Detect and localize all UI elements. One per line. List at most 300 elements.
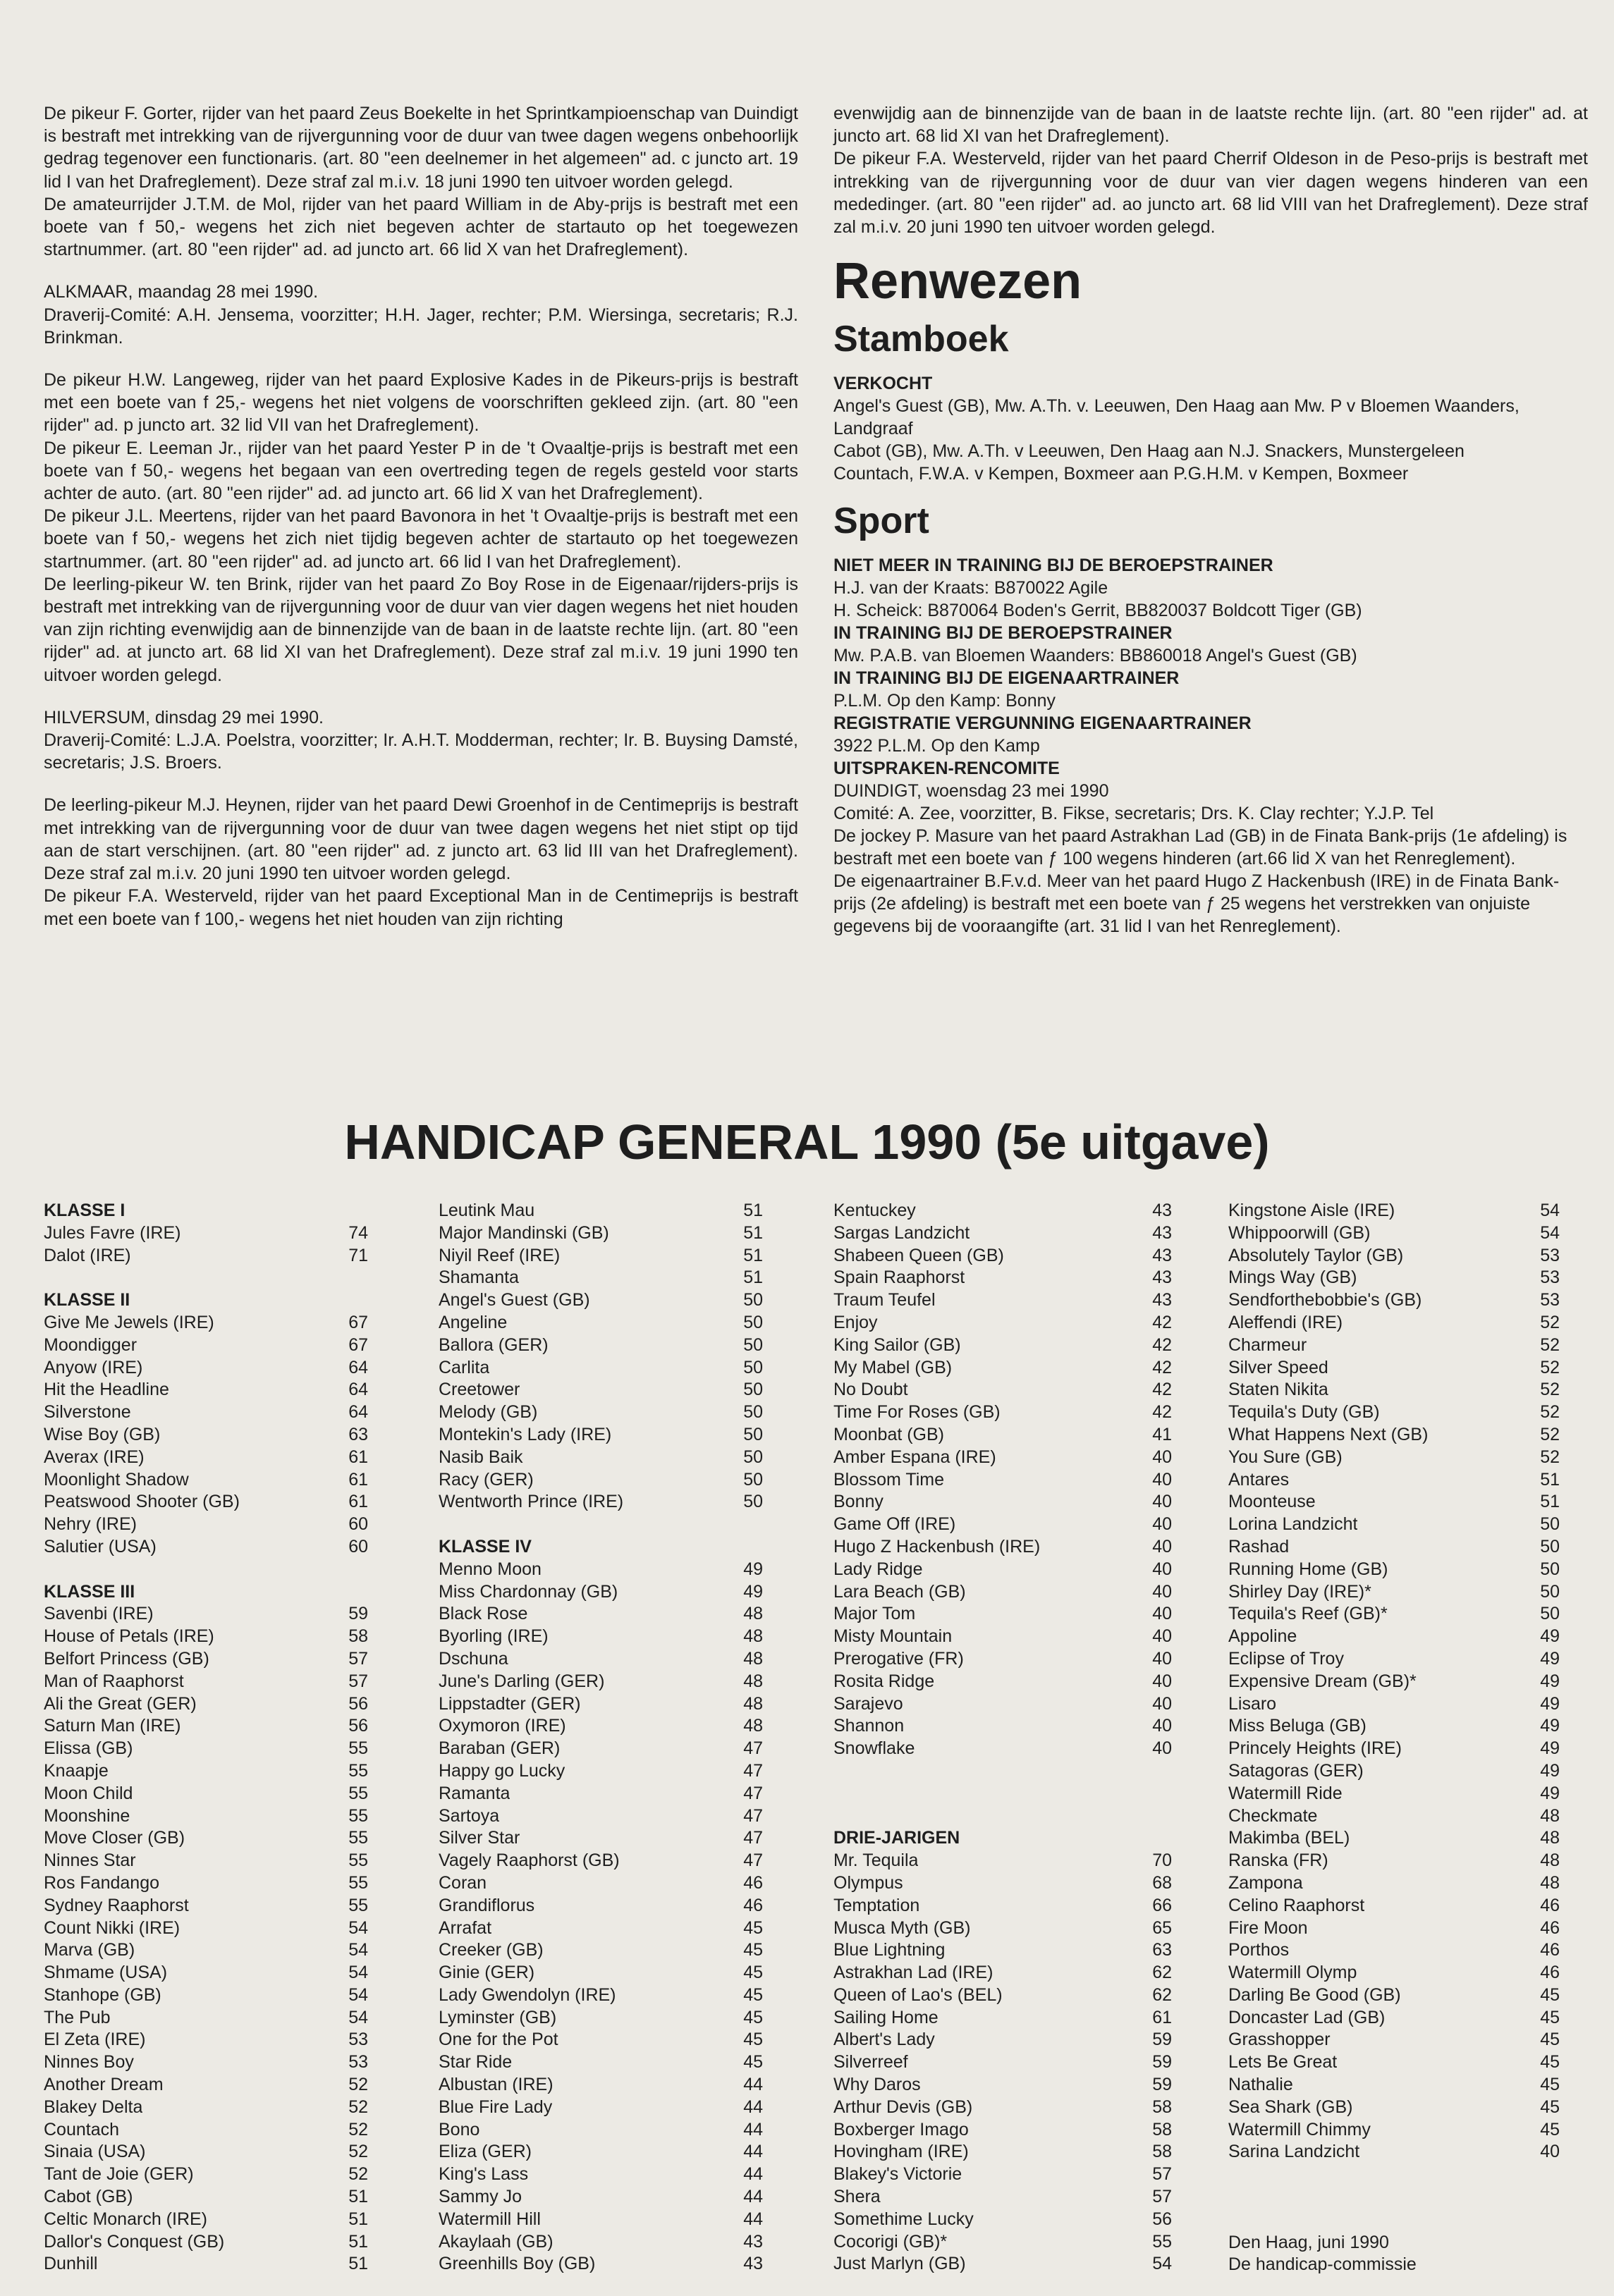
horse-name: Arrafat <box>439 1917 492 1938</box>
handicap-weight: 45 <box>743 2007 763 2027</box>
handicap-weight: 46 <box>1540 1917 1560 1938</box>
handicap-row <box>833 1514 1172 1536</box>
handicap-weight: 55 <box>348 1805 368 1826</box>
handicap-row <box>44 1603 368 1626</box>
paragraph-gap <box>44 687 798 706</box>
sport-subheading: IN TRAINING BIJ DE EIGENAARTRAINER <box>833 668 1180 689</box>
handicap-weight: 48 <box>743 1693 763 1714</box>
handicap-weight: 46 <box>1540 1940 1560 1960</box>
horse-name: Greenhills Boy (GB) <box>439 2254 596 2274</box>
handicap-row <box>439 1334 763 1357</box>
handicap-row <box>833 2119 1172 2142</box>
handicap-row <box>439 1200 763 1222</box>
handicap-weight: 40 <box>1152 1514 1172 1535</box>
handicap-row <box>1228 1693 1560 1716</box>
handicap-weight: 45 <box>1540 2007 1560 2027</box>
handicap-weight: 45 <box>1540 2097 1560 2117</box>
handicap-weight: 47 <box>743 1805 763 1826</box>
horse-name: Shamanta <box>439 1267 519 1288</box>
handicap-row <box>833 1357 1172 1380</box>
horse-name: Creetower <box>439 1380 520 1400</box>
handicap-weight: 63 <box>1152 1940 1172 1960</box>
horse-name: Staten Nikita <box>1228 1380 1328 1400</box>
stamboek-line: Countach, F.W.A. v Kempen, Boxmeer aan P.G.H.M. v Kempen, Boxmeer <box>833 464 1409 484</box>
handicap-row <box>44 1805 368 1828</box>
horse-name: Why Daros <box>833 2075 921 2095</box>
horse-name: Moon Child <box>44 1783 133 1803</box>
handicap-row <box>44 1895 368 1917</box>
handicap-weight: 46 <box>1540 1895 1560 1915</box>
handicap-row <box>439 2141 763 2163</box>
horse-name: Watermill Olymp <box>1228 1963 1357 1983</box>
horse-name: Fire Moon <box>1228 1917 1308 1938</box>
handicap-row <box>44 1939 368 1962</box>
handicap-row <box>439 2074 763 2097</box>
handicap-weight: 55 <box>348 1872 368 1893</box>
stamboek-heading: Stamboek <box>833 319 1009 360</box>
handicap-row <box>1228 1984 1560 2007</box>
horse-name: Albustan (IRE) <box>439 2075 554 2095</box>
horse-name: Saturn Man (IRE) <box>44 1716 181 1736</box>
horse-name: Darling Be Good (GB) <box>1228 1984 1401 2005</box>
handicap-column-2 <box>439 1200 763 2276</box>
handicap-row <box>439 1872 763 1895</box>
handicap-weight: 55 <box>1152 2231 1172 2252</box>
handicap-row <box>1228 1895 1560 1917</box>
horse-name: Ramanta <box>439 1783 511 1803</box>
handicap-weight: 51 <box>348 2209 368 2229</box>
handicap-row <box>1228 1917 1560 1940</box>
handicap-weight: 52 <box>1540 1447 1560 1467</box>
handicap-column-1 <box>44 1200 368 2276</box>
handicap-weight: 50 <box>743 1380 763 1400</box>
handicap-weight: 40 <box>1152 1671 1172 1691</box>
horse-name: Sea Shark (GB) <box>1228 2097 1353 2117</box>
horse-name: Nathalie <box>1228 2075 1293 2095</box>
handicap-weight: 42 <box>1152 1380 1172 1400</box>
horse-name: Moonbat (GB) <box>833 1424 945 1444</box>
horse-name: Stanhope (GB) <box>44 1984 161 2005</box>
horse-name: Bonny <box>833 1492 884 1512</box>
handicap-row <box>439 1738 763 1760</box>
handicap-weight: 45 <box>743 1963 763 1983</box>
handicap-weight: 45 <box>743 2052 763 2073</box>
handicap-weight: 40 <box>1152 1738 1172 1759</box>
horse-name: Musca Myth (GB) <box>833 1917 971 1938</box>
handicap-weight: 40 <box>1152 1626 1172 1647</box>
left-paragraph: ALKMAAR, maandag 28 mei 1990. <box>44 282 319 302</box>
left-paragraph: De amateurrijder J.T.M. de Mol, rijder van het paard William in de Aby-prijs is bestraft met een boete van f 50,- wegens het zich niet begeven achter de startauto op het toegewezen startnummer. (art. 80 "een rijder" ad. ad juncto art. 66 lid X van het Drafreglement). <box>44 194 798 260</box>
handicap-row <box>833 1447 1172 1469</box>
handicap-weight: 50 <box>743 1447 763 1467</box>
horse-name: Sendforthebobbie's (GB) <box>1228 1290 1422 1310</box>
handicap-weight: 48 <box>1540 1872 1560 1893</box>
handicap-row <box>44 1424 368 1447</box>
horse-name: Appoline <box>1228 1626 1297 1647</box>
handicap-weight: 57 <box>348 1671 368 1691</box>
horse-name: Dschuna <box>439 1648 508 1669</box>
handicap-weight: 47 <box>743 1783 763 1803</box>
handicap-weight: 50 <box>743 1334 763 1355</box>
handicap-row <box>833 1289 1172 1312</box>
handicap-row <box>439 2007 763 2030</box>
handicap-weight: 45 <box>743 1984 763 2005</box>
handicap-weight: 45 <box>1540 2052 1560 2073</box>
handicap-row <box>1228 1536 1560 1559</box>
horse-name: Doncaster Lad (GB) <box>1228 2007 1386 2027</box>
handicap-weight: 40 <box>1152 1469 1172 1490</box>
sport-line: Comité: A. Zee, voorzitter, B. Fikse, secretaris; Drs. K. Clay rechter; Y.J.P. Tel <box>833 804 1434 824</box>
handicap-row <box>1228 1469 1560 1492</box>
handicap-weight: 49 <box>1540 1626 1560 1647</box>
sport-line: P.L.M. Op den Kamp: Bonny <box>833 691 1056 711</box>
handicap-row <box>1228 1514 1560 1536</box>
horse-name: Kingstone Aisle (IRE) <box>1228 1201 1395 1220</box>
sport-line: De jockey P. Masure van het paard Astrakhan Lad (GB) in de Finata Bank-prijs (1e afdeling) is bestraft met een boete van ƒ 100 wegens hinderen (art.66 lid X van het Renreglement). <box>833 826 1567 869</box>
left-text-column <box>44 102 798 931</box>
handicap-row <box>833 1648 1172 1671</box>
handicap-row <box>439 1469 763 1492</box>
horse-name: Sarajevo <box>833 1693 903 1714</box>
horse-name: Angeline <box>439 1312 508 1332</box>
horse-name: Arthur Devis (GB) <box>833 2097 973 2117</box>
handicap-row <box>833 1581 1172 1604</box>
horse-name: Ros Fandango <box>44 1872 160 1893</box>
horse-name: Lyminster (GB) <box>439 2007 557 2027</box>
handicap-weight: 49 <box>1540 1648 1560 1669</box>
horse-name: Akaylaah (GB) <box>439 2231 554 2252</box>
handicap-weight: 58 <box>1152 2119 1172 2140</box>
handicap-weight: 44 <box>743 2187 763 2207</box>
horse-name: Belfort Princess (GB) <box>44 1648 209 1669</box>
horse-name: Mr. Tequila <box>833 1850 919 1871</box>
handicap-row <box>439 2097 763 2119</box>
handicap-weight: 42 <box>1152 1334 1172 1355</box>
handicap-row <box>1228 2029 1560 2051</box>
handicap-row <box>44 1626 368 1648</box>
horse-name: Queen of Lao's (BEL) <box>833 1984 1003 2005</box>
horse-name: Watermill Ride <box>1228 1783 1343 1803</box>
handicap-footer-note <box>1228 2231 1560 2254</box>
handicap-weight: 62 <box>1152 1984 1172 2005</box>
horse-name: Hovingham (IRE) <box>833 2142 969 2162</box>
verkocht-subheading: VERKOCHT <box>833 374 933 394</box>
horse-name: Olympus <box>833 1872 903 1893</box>
class-heading-label: KLASSE III <box>44 1581 135 1602</box>
handicap-row <box>44 1693 368 1716</box>
handicap-row <box>833 1491 1172 1514</box>
horse-name: Shmame (USA) <box>44 1963 168 1983</box>
horse-name: Checkmate <box>1228 1805 1318 1826</box>
handicap-row <box>44 1648 368 1671</box>
handicap-row <box>1228 1491 1560 1514</box>
handicap-weight: 70 <box>1152 1850 1172 1871</box>
handicap-row <box>833 2007 1172 2030</box>
handicap-row <box>1228 1603 1560 1626</box>
horse-name: Watermill Chimmy <box>1228 2119 1371 2140</box>
handicap-weight: 53 <box>348 2052 368 2073</box>
handicap-row <box>44 1827 368 1850</box>
horse-name: Ali the Great (GER) <box>44 1693 197 1714</box>
handicap-weight: 55 <box>348 1850 368 1871</box>
handicap-weight: 53 <box>1540 1290 1560 1310</box>
horse-name: Another Dream <box>44 2075 164 2095</box>
handicap-row <box>833 1312 1172 1334</box>
handicap-class-heading <box>44 1200 368 1222</box>
handicap-weight: 46 <box>743 1895 763 1915</box>
handicap-row <box>1228 1872 1560 1895</box>
handicap-weight: 53 <box>1540 1245 1560 1265</box>
handicap-weight: 45 <box>1540 1984 1560 2005</box>
handicap-weight: 40 <box>1152 1559 1172 1579</box>
handicap-weight: 57 <box>1152 2187 1172 2207</box>
horse-name: Celtic Monarch (IRE) <box>44 2209 207 2229</box>
handicap-row <box>44 2209 368 2231</box>
handicap-row <box>833 2209 1172 2231</box>
handicap-weight: 40 <box>1152 1492 1172 1512</box>
handicap-row <box>44 1738 368 1760</box>
handicap-spacer <box>833 1783 1172 1805</box>
class-heading-label: KLASSE IV <box>439 1536 532 1557</box>
handicap-row <box>439 1715 763 1738</box>
handicap-row <box>1228 1200 1560 1222</box>
right-text-column <box>833 102 1588 938</box>
handicap-row <box>833 1939 1172 1962</box>
handicap-row <box>44 1401 368 1424</box>
handicap-row <box>44 1469 368 1492</box>
left-paragraph: Draverij-Comité: A.H. Jensema, voorzitter; H.H. Jager, rechter; P.M. Wiersinga, secretaris; R.J. Brinkman. <box>44 305 798 348</box>
handicap-spacer <box>1228 2186 1560 2209</box>
handicap-row <box>44 2097 368 2119</box>
horse-name: The Pub <box>44 2007 111 2027</box>
handicap-weight: 44 <box>743 2142 763 2162</box>
handicap-weight: 44 <box>743 2119 763 2140</box>
handicap-row <box>833 1200 1172 1222</box>
horse-name: Shabeen Queen (GB) <box>833 1245 1004 1265</box>
handicap-row <box>439 1447 763 1469</box>
handicap-weight: 40 <box>1540 2142 1560 2162</box>
left-paragraph: De pikeur E. Leeman Jr., rijder van het paard Yester P in de 't Ovaaltje-prijs is bestraft met een boete van f 50,- wegens het begaan van een overtreding tegen de regels gesteld voor starts achter de auto. (art. 80 "een rijder" ad. ad juncto art. 66 lid X van het Drafreglement). <box>44 438 798 504</box>
handicap-class-heading <box>44 1289 368 1312</box>
handicap-row <box>44 1379 368 1401</box>
handicap-row <box>439 1984 763 2007</box>
handicap-row <box>833 1334 1172 1357</box>
horse-name: Cocorigi (GB)* <box>833 2231 948 2252</box>
handicap-weight: 54 <box>348 1984 368 2005</box>
handicap-weight: 67 <box>348 1334 368 1355</box>
handicap-row <box>1228 2141 1560 2163</box>
sport-line: Mw. P.A.B. van Bloemen Waanders: BB860018 Angel's Guest (GB) <box>833 646 1357 666</box>
horse-name: Wentworth Prince (IRE) <box>439 1492 624 1512</box>
horse-name: Hugo Z Hackenbush (IRE) <box>833 1536 1041 1557</box>
horse-name: Moonteuse <box>1228 1492 1316 1512</box>
handicap-weight: 61 <box>348 1447 368 1467</box>
handicap-row <box>439 1603 763 1626</box>
sport-heading: Sport <box>833 501 929 542</box>
horse-name: Zampona <box>1228 1872 1303 1893</box>
horse-name: Lets Be Great <box>1228 2052 1338 2073</box>
horse-name: Just Marlyn (GB) <box>833 2254 966 2274</box>
handicap-weight: 49 <box>743 1581 763 1602</box>
handicap-row <box>1228 1334 1560 1357</box>
handicap-column-3 <box>833 1200 1172 2276</box>
handicap-weight: 50 <box>743 1492 763 1512</box>
handicap-row <box>1228 1559 1560 1581</box>
handicap-row <box>44 1514 368 1536</box>
horse-name: Cabot (GB) <box>44 2187 133 2207</box>
horse-name: El Zeta (IRE) <box>44 2030 146 2050</box>
stamboek-list <box>833 395 1588 485</box>
horse-name: Baraban (GER) <box>439 1738 561 1759</box>
horse-name: Eliza (GER) <box>439 2142 532 2162</box>
handicap-row <box>833 1222 1172 1245</box>
handicap-weight: 45 <box>1540 2119 1560 2140</box>
handicap-weight: 61 <box>348 1469 368 1490</box>
handicap-row <box>833 1671 1172 1693</box>
handicap-class-heading <box>833 1827 1172 1850</box>
horse-name: Astrakhan Lad (IRE) <box>833 1963 994 1983</box>
handicap-row <box>1228 1222 1560 1245</box>
left-paragraph: De leerling-pikeur M.J. Heynen, rijder van het paard Dewi Groenhof in de Centimeprijs is bestraft met intrekking van de rijvergunning voor de duur van twee dagen wegens het niet stipt op tijd aan de start verschijnen. (art. 80 "een rijder" ad. z juncto art. 63 lid III van het Drafreglement). Deze straf zal m.i.v. 20 juni 1990 ten uitvoer worden gelegd. <box>44 795 798 884</box>
handicap-weight: 43 <box>1152 1290 1172 1310</box>
handicap-weight: 48 <box>743 1626 763 1647</box>
horse-name: Angel's Guest (GB) <box>439 1290 590 1310</box>
handicap-row <box>44 2163 368 2186</box>
handicap-weight: 60 <box>348 1536 368 1557</box>
horse-name: Vagely Raaphorst (GB) <box>439 1850 620 1871</box>
horse-name: Major Mandinski (GB) <box>439 1222 609 1243</box>
handicap-row <box>833 1917 1172 1940</box>
handicap-row <box>44 1917 368 1940</box>
horse-name: Shannon <box>833 1716 905 1736</box>
horse-name: Sinaia (USA) <box>44 2142 146 2162</box>
class-heading-label: KLASSE II <box>44 1290 130 1310</box>
horse-name: Ninnes Boy <box>44 2052 134 2073</box>
horse-name: Nehry (IRE) <box>44 1514 137 1535</box>
handicap-row <box>439 2253 763 2276</box>
handicap-weight: 43 <box>743 2231 763 2252</box>
sport-line: H. Scheick: B870064 Boden's Gerrit, BB820037 Boldcott Tiger (GB) <box>833 601 1362 621</box>
handicap-row <box>833 1603 1172 1626</box>
handicap-class-heading <box>439 1536 763 1559</box>
horse-name: Miss Chardonnay (GB) <box>439 1581 618 1602</box>
horse-name: Hit the Headline <box>44 1380 169 1400</box>
handicap-weight: 52 <box>1540 1424 1560 1444</box>
horse-name: Peatswood Shooter (GB) <box>44 1492 240 1512</box>
horse-name: Tequila's Reef (GB)* <box>1228 1604 1388 1624</box>
handicap-weight: 49 <box>1540 1671 1560 1691</box>
horse-name: Jules Favre (IRE) <box>44 1222 181 1243</box>
handicap-weight: 50 <box>1540 1559 1560 1579</box>
handicap-weight: 58 <box>1152 2097 1172 2117</box>
handicap-weight: 41 <box>1152 1424 1172 1444</box>
handicap-row <box>1228 1245 1560 1267</box>
handicap-weight: 40 <box>1152 1716 1172 1736</box>
handicap-weight: 42 <box>1152 1312 1172 1332</box>
horse-name: Savenbi (IRE) <box>44 1604 154 1624</box>
handicap-spacer <box>833 1805 1172 1828</box>
handicap-row <box>439 1401 763 1424</box>
handicap-weight: 54 <box>348 1940 368 1960</box>
horse-name: You Sure (GB) <box>1228 1447 1343 1467</box>
handicap-row <box>44 1447 368 1469</box>
handicap-weight: 50 <box>743 1290 763 1310</box>
handicap-row <box>44 1334 368 1357</box>
horse-name: King's Lass <box>439 2164 529 2185</box>
handicap-row <box>833 1895 1172 1917</box>
horse-name: Star Ride <box>439 2052 513 2073</box>
handicap-weight: 67 <box>348 1312 368 1332</box>
sport-line: H.J. van der Kraats: B870022 Agile <box>833 578 1108 598</box>
handicap-weight: 57 <box>1152 2164 1172 2185</box>
horse-name: Anyow (IRE) <box>44 1357 143 1377</box>
handicap-weight: 52 <box>348 2142 368 2162</box>
handicap-weight: 42 <box>1152 1357 1172 1377</box>
horse-name: Tant de Joie (GER) <box>44 2164 194 2185</box>
handicap-row <box>439 1312 763 1334</box>
handicap-row <box>439 1760 763 1783</box>
handicap-weight: 46 <box>743 1872 763 1893</box>
handicap-row <box>1228 2051 1560 2074</box>
handicap-weight: 50 <box>1540 1604 1560 1624</box>
left-paragraph: De leerling-pikeur W. ten Brink, rijder van het paard Zo Boy Rose in de Eigenaar/rijders-prijs is bestraft met intrekking van de rijvergunning voor de duur van vier dagen wegens het niet houden van zijn richting evenwijdig aan de binnenzijde van de baan in de laatste rechte lijn. (art. 80 "een rijder" ad. at juncto art. 68 lid XI van het Drafreglement). Deze straf zal m.i.v. 19 juni 1990 ten uitvoer worden gelegd. <box>44 574 798 685</box>
horse-name: Oxymoron (IRE) <box>439 1716 566 1736</box>
horse-name: June's Darling (GER) <box>439 1671 605 1691</box>
sport-subheading: IN TRAINING BIJ DE BEROEPSTRAINER <box>833 623 1173 644</box>
handicap-spacer <box>439 1514 763 1536</box>
handicap-row <box>1228 1715 1560 1738</box>
handicap-weight: 52 <box>1540 1402 1560 1423</box>
handicap-weight: 55 <box>348 1783 368 1803</box>
handicap-weight: 44 <box>743 2097 763 2117</box>
handicap-row <box>439 1917 763 1940</box>
horse-name: Lady Gwendolyn (IRE) <box>439 1984 616 2005</box>
horse-name: Miss Beluga (GB) <box>1228 1716 1367 1736</box>
horse-name: One for the Pot <box>439 2030 558 2050</box>
left-paragraph: De pikeur J.L. Meertens, rijder van het paard Bavonora in het 't Ovaaltje-prijs is bestraft met een boete van f 50,- wegens het zich niet tijdig begeven achter de startauto op het toegewezen startnummer. (art. 80 "een rijder" ad. ad juncto art. 66 lid I van het Drafreglement). <box>44 506 798 572</box>
handicap-row <box>439 1357 763 1380</box>
handicap-weight: 45 <box>1540 2030 1560 2050</box>
horse-name: Shirley Day (IRE)* <box>1228 1581 1371 1602</box>
handicap-row <box>44 2141 368 2163</box>
handicap-row <box>44 1536 368 1559</box>
handicap-weight: 45 <box>1540 2075 1560 2095</box>
handicap-row <box>439 1222 763 1245</box>
sport-section <box>833 554 1588 938</box>
handicap-row <box>833 1738 1172 1760</box>
handicap-weight: 65 <box>1152 1917 1172 1938</box>
horse-name: Sydney Raaphorst <box>44 1895 189 1915</box>
handicap-weight: 46 <box>1540 1963 1560 1983</box>
right-intro <box>833 102 1588 238</box>
handicap-row <box>44 1222 368 1245</box>
horse-name: Elissa (GB) <box>44 1738 133 1759</box>
horse-name: Time For Roses (GB) <box>833 1402 1001 1423</box>
handicap-weight: 59 <box>348 1604 368 1624</box>
sport-subheading: NIET MEER IN TRAINING BIJ DE BEROEPSTRAINER <box>833 555 1273 576</box>
handicap-row <box>44 1671 368 1693</box>
horse-name: Wise Boy (GB) <box>44 1424 161 1444</box>
horse-name: Dunhill <box>44 2254 98 2274</box>
horse-name: Melody (GB) <box>439 1402 538 1423</box>
horse-name: Sammy Jo <box>439 2187 522 2207</box>
handicap-weight: 52 <box>1540 1334 1560 1355</box>
handicap-row <box>439 1850 763 1872</box>
handicap-footer-note <box>1228 2253 1560 2276</box>
handicap-weight: 54 <box>1152 2254 1172 2274</box>
handicap-weight: 51 <box>348 2187 368 2207</box>
horse-name: Menno Moon <box>439 1559 542 1579</box>
